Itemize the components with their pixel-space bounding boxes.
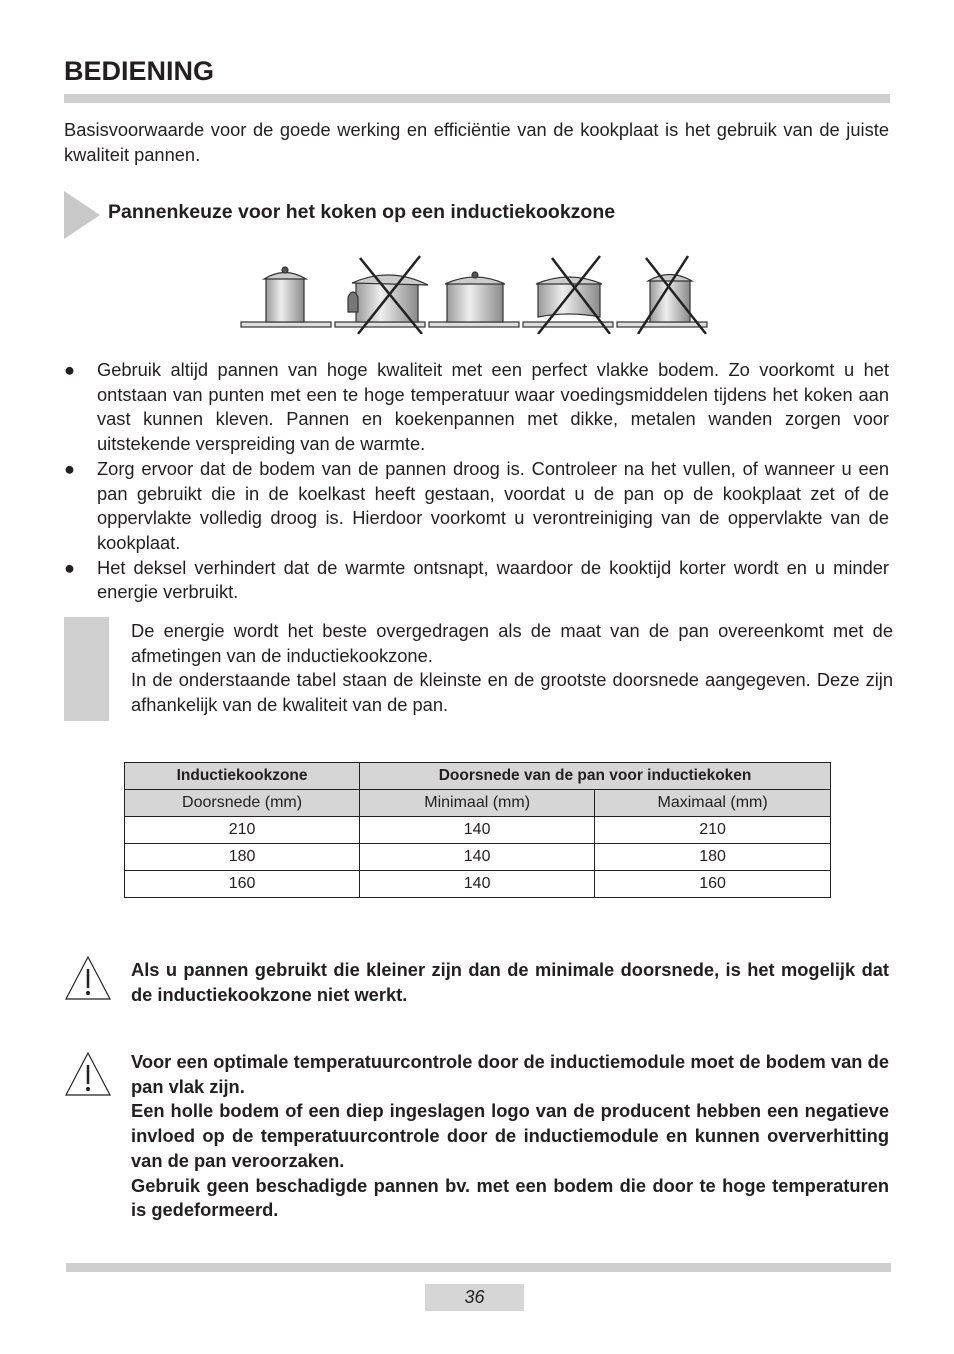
table-cell: 140	[360, 844, 595, 871]
warning-paragraph: Voor een optimale temperatuurcontrole door de inductiemodule moet de bodem van de pan vlak zijn.	[131, 1051, 889, 1097]
list-item	[64, 457, 889, 556]
pan-size-table	[124, 762, 831, 898]
section-arrow-icon	[64, 191, 100, 239]
table-subheader: Maximaal (mm)	[595, 790, 831, 817]
table-subheader: Doorsnede (mm)	[125, 790, 360, 817]
warning-paragraph: Als u pannen gebruikt die kleiner zijn dan de minimale doorsnede, is het mogelijk dat de inductiekookzone niet werkt.	[131, 959, 889, 1005]
bullet-text: Gebruik altijd pannen van hoge kwaliteit met een perfect vlakke bodem. Zo voorkomt u het ontstaan van punten met een te hoge temperatuur waar voedingsmiddelen tijdens het koken aan vast kunnen kleven. Pannen en koekenpannen met dikke, metalen wanden zorgen voor uitstekende verspreiding van de warmte.	[97, 359, 889, 455]
page-title: BEDIENING	[64, 56, 215, 86]
note-text: In de onderstaande tabel staan de kleinste en de grootste doorsnede aangegeven. Deze zijn afhankelijk van de kwaliteit van de pan.	[131, 669, 893, 716]
footer-rule	[66, 1263, 891, 1272]
table-row	[125, 871, 831, 898]
table-cell: 180	[595, 844, 831, 871]
table-cell: 160	[595, 871, 831, 898]
page-number: 36	[425, 1284, 524, 1311]
table-row	[125, 844, 831, 871]
table-subheader: Minimaal (mm)	[360, 790, 595, 817]
title-rule	[64, 94, 890, 103]
pan-good-1	[264, 267, 306, 322]
warning-paragraph: Een holle bodem of een diep ingeslagen logo van de producent hebben een negatieve invloed op de temperatuurcontrole door de inductiemodule en kunnen oververhitting van de pan veroorzaken.	[131, 1100, 889, 1171]
table-cell: 140	[360, 817, 595, 844]
pan-illustration	[240, 252, 725, 334]
bullet-list	[64, 358, 889, 605]
table-cell: 180	[125, 844, 360, 871]
table-header: Doorsnede van de pan voor inductiekoken	[360, 763, 831, 790]
note-box	[131, 619, 893, 718]
table-row	[125, 817, 831, 844]
table-cell: 140	[360, 871, 595, 898]
list-item	[64, 556, 889, 605]
list-item	[64, 358, 889, 457]
table-cell: 210	[595, 817, 831, 844]
note-marker	[64, 617, 109, 721]
bullet-icon: ●	[64, 556, 76, 578]
warning-icon	[64, 955, 112, 1001]
table-cell: 210	[125, 817, 360, 844]
table-cell: 160	[125, 871, 360, 898]
bullet-text: Het deksel verhindert dat de warmte ontsnapt, waardoor de kooktijd korter wordt en u minder energie verbruikt.	[97, 556, 889, 603]
warning-text-2	[131, 1050, 889, 1223]
bullet-text: Zorg ervoor dat de bodem van de pannen droog is. Controleer na het vullen, of wanneer u een pan gebruikt die in de koelkast heeft gestaan, voordat u de pan op de kookplaat zet of de oppervlakte volledig droog is. Hierdoor voorkomt u verontreiniging van de oppervlakte van de kookplaat.	[97, 457, 889, 553]
table-header: Inductiekookzone	[125, 763, 360, 790]
intro-text: Basisvoorwaarde voor de goede werking en efficiëntie van de kookplaat is het gebruik van de juiste kwaliteit pannen.	[64, 119, 889, 165]
warning-icon	[64, 1051, 112, 1097]
warning-paragraph: Gebruik geen beschadigde pannen bv. met een bodem die door te hoge temperaturen is gedeformeerd.	[131, 1174, 889, 1221]
warning-text-1	[131, 958, 889, 1007]
bullet-icon: ●	[64, 359, 76, 380]
bullet-icon: ●	[64, 457, 76, 479]
section-heading: Pannenkeuze voor het koken op een inductiekookzone	[108, 201, 616, 223]
note-text: De energie wordt het beste overgedragen als de maat van de pan overeenkomt met de afmetingen van de inductiekookzone.	[131, 620, 893, 666]
